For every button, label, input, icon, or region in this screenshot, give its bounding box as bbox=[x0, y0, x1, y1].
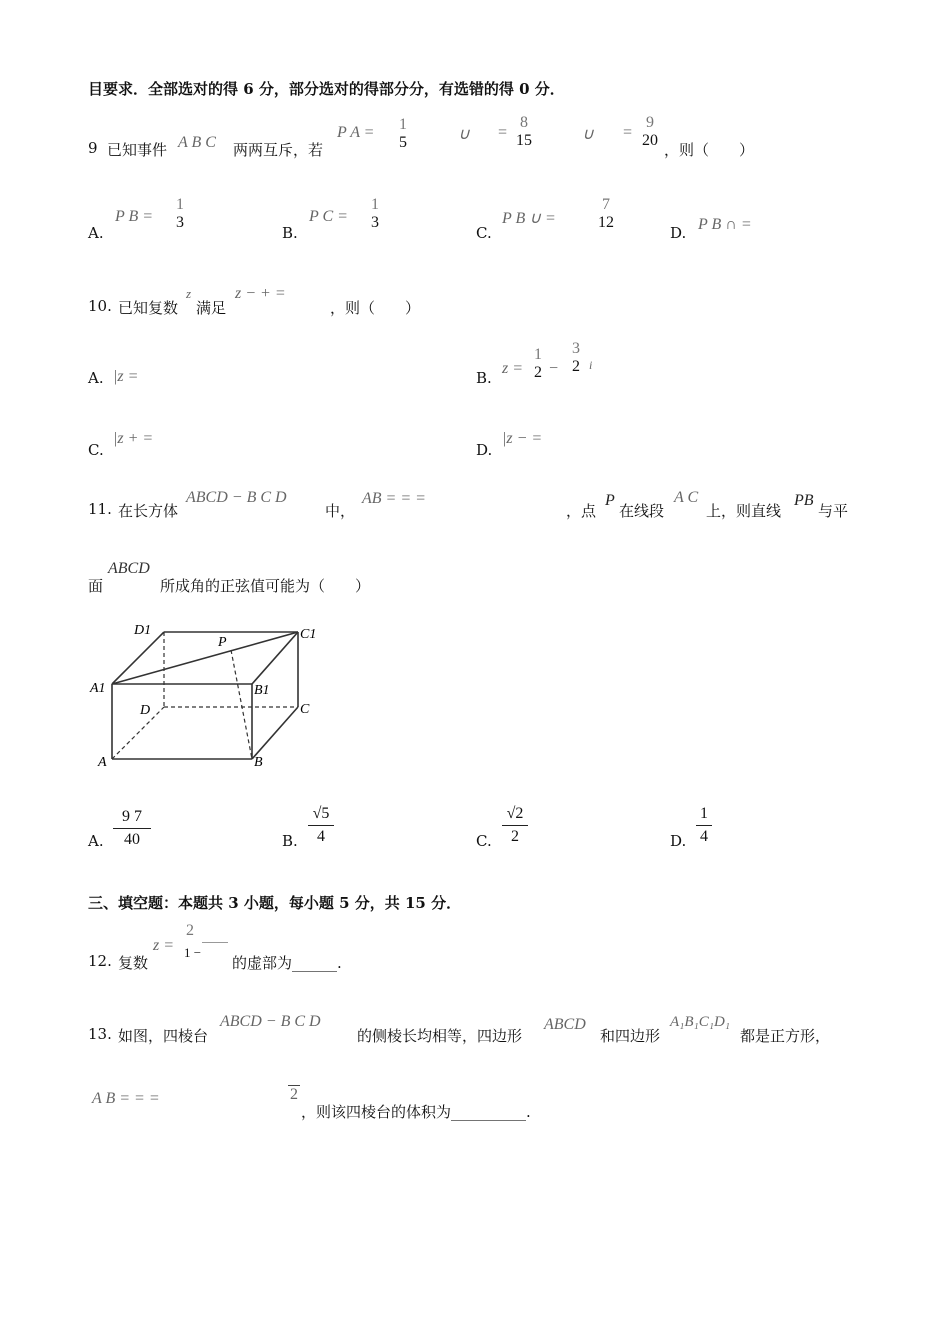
q11-line2-tail: 所成角的正弦值可能为（ ） bbox=[160, 577, 371, 595]
q12-expr: z = bbox=[153, 937, 175, 954]
q13-expr: A B = = = bbox=[92, 1090, 160, 1107]
q11-option-d-frac: 1 4 bbox=[696, 805, 712, 846]
q11-option-a-label: A. bbox=[88, 832, 104, 850]
q11-mid2: ，点 bbox=[566, 502, 597, 520]
label-d1: D1 bbox=[134, 623, 152, 638]
q10-option-d-expr: |z − = bbox=[502, 430, 543, 447]
q10-var: z bbox=[186, 286, 192, 301]
q9-cup1: ∪ bbox=[458, 126, 470, 143]
label-b1: B1 bbox=[254, 683, 270, 698]
hidden-edge-a-d bbox=[112, 707, 164, 759]
q12-frac: 2 1 − bbox=[184, 922, 228, 961]
label-p: P bbox=[218, 635, 227, 650]
q11-option-b-frac: √5 4 bbox=[308, 805, 334, 846]
q10-option-c-expr: |z + = bbox=[113, 430, 154, 447]
q9-option-b-expr: P C = bbox=[309, 208, 348, 225]
q10-option-b-i: i bbox=[589, 358, 593, 372]
q9-pre: 已知事件 bbox=[107, 141, 168, 159]
q11-expr: AB = = = bbox=[362, 490, 426, 507]
q11-option-c-label: C. bbox=[476, 832, 492, 850]
q9-option-a-frac: 1 3 bbox=[176, 196, 184, 231]
header-text: 目要求．全部选对的得 6 分，部分选对的得部分分，有选错的得 0 分． bbox=[88, 80, 565, 98]
q11-point: P bbox=[605, 492, 615, 509]
q10-option-a-label: A. bbox=[88, 369, 104, 387]
q10-option-b-frac2: 3 2 bbox=[572, 340, 580, 375]
q13-mid3: 都是正方形， bbox=[740, 1027, 831, 1045]
q10-option-a-expr: |z = bbox=[113, 368, 139, 385]
q13-solid: ABCD − B C D bbox=[220, 1013, 321, 1030]
label-a: A bbox=[98, 755, 107, 770]
q12-pre: 复数 bbox=[118, 954, 149, 972]
edge-b-c bbox=[252, 707, 298, 759]
q10-option-b-minus: − bbox=[548, 360, 559, 377]
q9-eq1: = bbox=[497, 124, 508, 141]
q9-tail: ，则（ ） bbox=[664, 141, 755, 159]
q9-events: A B C bbox=[178, 134, 216, 151]
edge-c1-b1 bbox=[252, 632, 298, 684]
diagonal-a1-c1 bbox=[112, 632, 298, 684]
q13-tail: ，则该四棱台的体积为__________. bbox=[301, 1103, 531, 1121]
q12-tail: 的虚部为______. bbox=[232, 954, 342, 972]
q13-q1: ABCD bbox=[544, 1016, 586, 1033]
q11-option-c-frac: √2 2 bbox=[502, 805, 528, 846]
q13-q2: A₁B₁C₁D₁ bbox=[670, 1014, 731, 1030]
q11-line2-pre: 面 bbox=[88, 577, 104, 595]
q10-expr: z − + = bbox=[235, 285, 286, 302]
q9-option-c-expr: P B ∪ = bbox=[502, 210, 556, 227]
q9-option-a-expr: P B = bbox=[115, 208, 154, 225]
cuboid-figure bbox=[86, 614, 326, 774]
q11-mid1: 中， bbox=[325, 502, 356, 520]
q11-number: 11. bbox=[88, 500, 112, 518]
label-c: C bbox=[300, 702, 310, 717]
q10-tail: ，则（ ） bbox=[330, 299, 421, 317]
q13-mid2: 和四边形 bbox=[600, 1027, 661, 1045]
section-3-heading: 三、填空题：本题共 3 小题，每小题 5 分，共 15 分． bbox=[88, 894, 462, 912]
hidden-segment-p-b bbox=[231, 650, 252, 759]
q9-mid: 两两互斥，若 bbox=[233, 141, 324, 159]
q9-option-d-expr: P B ∩ = bbox=[698, 216, 752, 233]
q9-eq2: = bbox=[622, 124, 633, 141]
q11-pre: 在长方体 bbox=[118, 502, 179, 520]
q9-cup2: ∪ bbox=[582, 126, 594, 143]
q10-number: 10. bbox=[88, 297, 112, 315]
q9-number: 9 bbox=[88, 139, 98, 157]
q13-number: 13. bbox=[88, 1025, 112, 1043]
q9-expr1: P A = bbox=[337, 124, 375, 141]
q9-frac1: 1 5 bbox=[399, 116, 407, 151]
q10-option-c-label: C. bbox=[88, 441, 104, 459]
q11-option-d-label: D. bbox=[670, 832, 687, 850]
label-a1: A1 bbox=[90, 681, 106, 696]
label-b: B bbox=[254, 755, 263, 770]
q9-frac2: 8 15 bbox=[516, 114, 532, 149]
q13-pre: 如图，四棱台 bbox=[118, 1027, 209, 1045]
q13-sqrt: 2 bbox=[290, 1086, 298, 1103]
q13-mid1: 的侧棱长均相等，四边形 bbox=[357, 1027, 523, 1045]
q11-plane: ABCD bbox=[108, 560, 150, 577]
q10-option-b-frac1: 1 2 bbox=[534, 346, 542, 381]
label-d: D bbox=[140, 703, 151, 718]
q10-pre: 已知复数 bbox=[118, 299, 179, 317]
label-c1: C1 bbox=[300, 627, 317, 642]
q9-option-a-label: A. bbox=[88, 224, 104, 242]
q9-option-c-frac: 7 12 bbox=[598, 196, 614, 231]
q10-mid: 满足 bbox=[196, 299, 227, 317]
q12-number: 12. bbox=[88, 952, 112, 970]
q9-option-b-frac: 1 3 bbox=[371, 196, 379, 231]
q11-seg: A C bbox=[674, 489, 699, 506]
q10-option-b-expr: z = bbox=[502, 360, 524, 377]
q11-mid3: 在线段 bbox=[619, 502, 665, 520]
q11-option-b-label: B. bbox=[282, 832, 298, 850]
q11-line: PB bbox=[794, 492, 814, 509]
q10-option-b-label: B. bbox=[476, 369, 492, 387]
q11-mid4: 上，则直线 bbox=[706, 502, 782, 520]
q9-option-b-label: B. bbox=[282, 224, 298, 242]
q11-option-a-frac: 9 7 40 bbox=[113, 808, 151, 849]
q11-mid5: 与平 bbox=[818, 502, 849, 520]
q9-option-c-label: C. bbox=[476, 224, 492, 242]
q9-frac3: 9 20 bbox=[642, 114, 658, 149]
q11-solid: ABCD − B C D bbox=[186, 489, 287, 506]
q9-option-d-label: D. bbox=[670, 224, 687, 242]
q10-option-d-label: D. bbox=[476, 441, 493, 459]
